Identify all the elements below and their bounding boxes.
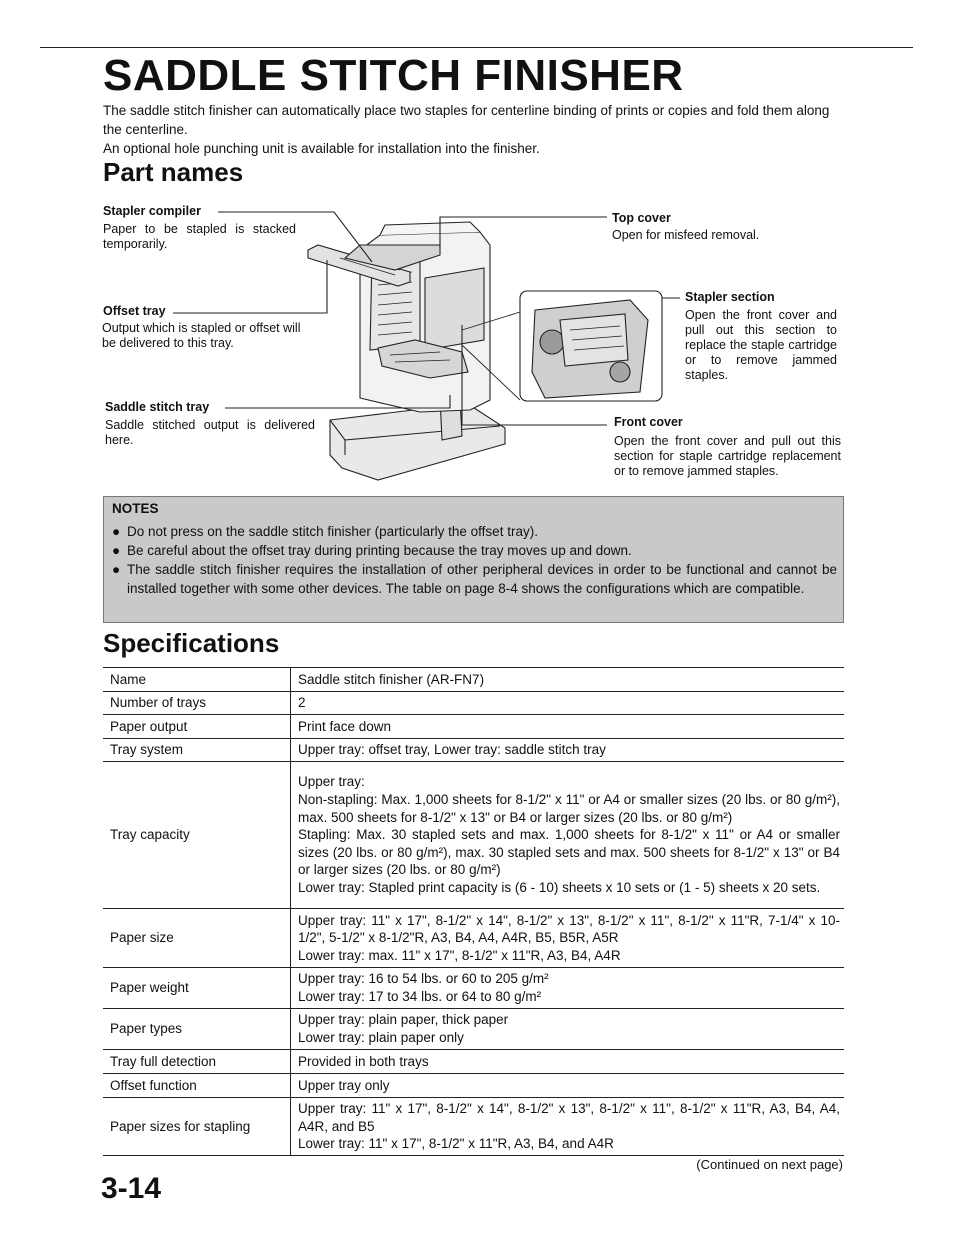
leader-offset-tray — [173, 260, 327, 313]
stapler-compiler-desc: Paper to be stapled is stacked temporarily. — [103, 222, 296, 251]
leader-saddle-tray — [225, 395, 450, 408]
spec-value: Upper tray: 11" x 17", 8-1/2" x 14", 8-1/2" x 13", 8-1/2" x 11", 8-1/2" x 11"R, 7-1/4" x 10-1/2", 5-1/2" x 8-1/2"R, A3, B4, A4, A4R, B5, B5R, A5R Lower tray: max. 11" x 17", 8-1/2" x 11"R, A3, B4, A4R — [291, 909, 845, 968]
spec-name: Tray system — [103, 739, 291, 762]
saddle-stitch-tray-label: Saddle stitch tray — [105, 400, 210, 414]
saddle-stitch-tray-desc: Saddle stitched output is delivered here. — [105, 418, 315, 447]
spec-name: Number of trays — [103, 692, 291, 715]
specifications-heading: Specifications — [103, 628, 280, 658]
stapler-inset — [520, 291, 662, 401]
continued-note: (Continued on next page) — [696, 1157, 843, 1172]
table-row — [103, 739, 844, 762]
spec-name: Tray full detection — [103, 1050, 291, 1074]
part-names-heading: Part names — [103, 157, 244, 187]
table-row — [103, 762, 844, 909]
top-rule — [40, 47, 913, 48]
bullet-icon: ● — [112, 543, 121, 558]
intro-paragraph-2: An optional hole punching unit is available for installation into the finisher. — [103, 141, 540, 156]
page-number: 3-14 — [101, 1172, 162, 1205]
note-text: Be careful about the offset tray during printing because the tray moves up and down. — [127, 543, 632, 558]
table-row — [103, 1098, 844, 1156]
spec-value: Upper tray: offset tray, Lower tray: saddle stitch tray — [291, 739, 845, 762]
spec-value: Upper tray: Non-stapling: Max. 1,000 sheets for 8-1/2" x 11" or A4 or smaller sizes (20 lbs. or 80 g/m²), max. 500 sheets for 8-1/2" x 13" or B4 or larger sizes (20 lbs. or 80 g/m²) Stapling: Max. 30 stapled sets and max. 1,000 sheets for 8-1/2" x 11" or A4 or smaller sizes (20 lbs. or 80 g/m²), max. 30 stapled sets and max. 500 sheets for 8-1/2" x 13" or B4 or larger sizes (20 lbs. or 80 g/m²) Lower tray: Stapled print capacity is (6 - 10) sheets x 10 sets or (1 - 5) sheets x 20 sets. — [291, 762, 845, 909]
front-cover-desc: Open the front cover and pull out this section for staple cartridge replacement or to remove jammed staples. — [614, 434, 841, 478]
top-cover-shape — [345, 245, 440, 270]
top-cover-desc: Open for misfeed removal. — [612, 228, 760, 242]
spec-name: Tray capacity — [103, 762, 291, 909]
offset-tray-shape — [308, 245, 410, 286]
spec-value: Provided in both trays — [291, 1050, 845, 1074]
spec-name: Offset function — [103, 1074, 291, 1098]
finisher-body — [360, 232, 490, 412]
spec-name: Paper weight — [103, 968, 291, 1009]
notes-box — [103, 496, 844, 623]
front-cover-label: Front cover — [614, 415, 683, 429]
notes-title: NOTES — [112, 501, 159, 516]
top-cover-label: Top cover — [612, 211, 671, 225]
table-row — [103, 715, 844, 739]
stapler-section-desc: Open the front cover and pull out this section to replace the staple cartridge or to remove jammed staples. — [685, 308, 837, 382]
table-row — [103, 692, 844, 715]
stapler-compiler-label: Stapler compiler — [103, 204, 201, 218]
leader-top-cover — [440, 217, 607, 248]
spec-name: Paper types — [103, 1009, 291, 1050]
spec-name: Paper output — [103, 715, 291, 739]
note-item — [112, 522, 837, 541]
spec-value: Upper tray: plain paper, thick paper Lower tray: plain paper only — [291, 1009, 845, 1050]
spec-value: Upper tray only — [291, 1074, 845, 1098]
offset-tray-label: Offset tray — [103, 304, 166, 318]
spec-value: Print face down — [291, 715, 845, 739]
offset-tray-desc: Output which is stapled or offset will be delivered to this tray. — [102, 321, 301, 350]
table-row — [103, 668, 844, 692]
spec-name: Name — [103, 668, 291, 692]
specifications-table — [103, 667, 844, 1156]
note-item — [112, 541, 837, 560]
spec-value: Upper tray: 16 to 54 lbs. or 60 to 205 g/m² Lower tray: 17 to 34 lbs. or 64 to 80 g/m² — [291, 968, 845, 1009]
note-item — [112, 560, 837, 599]
note-text: The saddle stitch finisher requires the installation of other peripheral devices in order to be functional and cannot be installed together with some other devices. The table on page 8-4 shows the configurations which are compatible. — [127, 562, 837, 597]
spec-name: Paper sizes for stapling — [103, 1098, 291, 1156]
table-row — [103, 1050, 844, 1074]
bullet-icon: ● — [112, 524, 121, 539]
spec-value: 2 — [291, 692, 845, 715]
spec-name: Paper size — [103, 909, 291, 968]
table-row — [103, 1009, 844, 1050]
table-row — [103, 1074, 844, 1098]
page-title: SADDLE STITCH FINISHER — [103, 51, 684, 100]
note-text: Do not press on the saddle stitch finisher (particularly the offset tray). — [127, 524, 538, 539]
spec-value: Saddle stitch finisher (AR-FN7) — [291, 668, 845, 692]
bullet-icon: ● — [112, 562, 121, 577]
table-row — [103, 968, 844, 1009]
stapler-section-label: Stapler section — [685, 290, 775, 304]
saddle-tray-shape — [378, 340, 468, 378]
intro-paragraph-1: The saddle stitch finisher can automatically place two staples for centerline binding of prints or copies and fold them along the centerline. — [103, 103, 830, 137]
spec-value: Upper tray: 11" x 17", 8-1/2" x 14", 8-1/2" x 13", 8-1/2" x 11", 8-1/2" x 11"R, A3, B4, A4, A4R, and B5 Lower tray: 11" x 17", 8-1/2" x 11"R, A3, B4, and A4R — [291, 1098, 845, 1156]
finisher-base — [330, 402, 505, 480]
leader-front-cover — [462, 325, 607, 425]
table-row — [103, 909, 844, 968]
